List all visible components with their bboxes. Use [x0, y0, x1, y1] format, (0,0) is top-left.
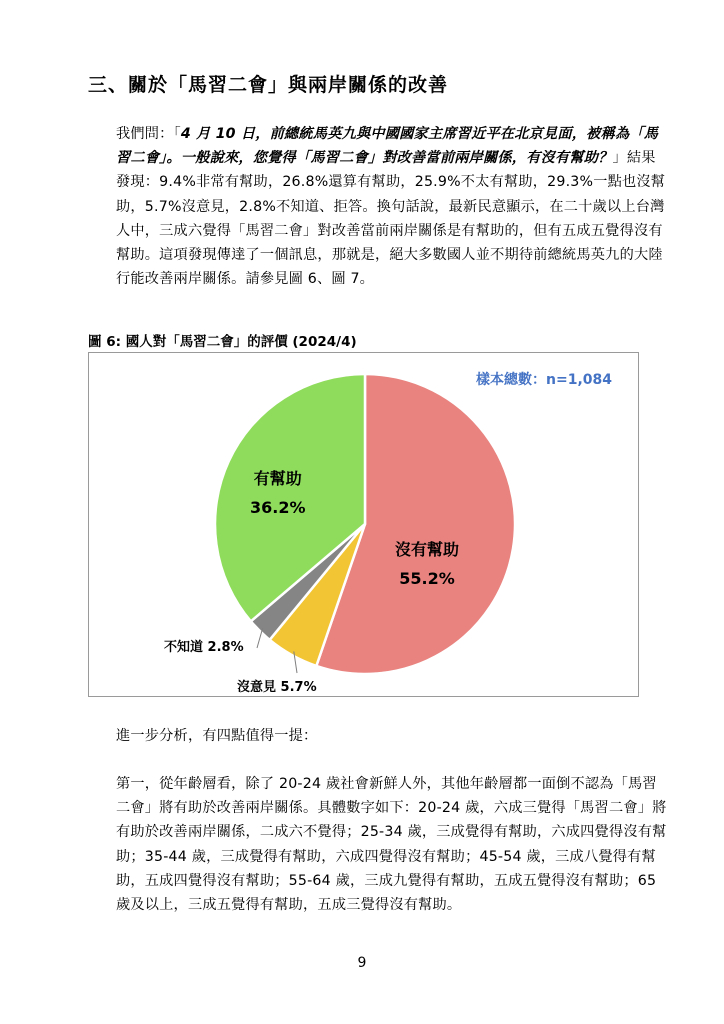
slice-label-helpful [250, 464, 306, 522]
question-intro: 我們問：「 [116, 126, 181, 142]
figure-caption: 圖 6: 國人對「馬習二會」的評價 (2024/4) [88, 334, 357, 350]
section-heading: 三、關於「馬習二會」與兩岸關係的改善 [88, 74, 449, 96]
slice-name-no-opinion: 沒意見 [237, 680, 277, 695]
paragraph-age-analysis: 第一，從年齡層看，除了 20-24 歲社會新鮮人外，其他年齡層都一面倒不認為「馬習二會」將有助於改善兩岸關係。具體數字如下：20-24 歲，六成三覺得「馬習二會」將有助於改善兩岸關係，二成六不覺得；25-34 歲，三成覺得有幫助，六成四覺得沒有幫助；35-44 歲，三成覺得有幫助，六成四覺得沒有幫助；45-54 歲，三成八覺得有幫助，五成四覺得沒有幫助；55-64 歲，三成九覺得有幫助，五成五覺得沒有幫助；65 歲及以上，三成五覺得有幫助，五成三覺得沒有幫助。 [116, 776, 667, 914]
slice-name-not-helpful: 沒有幫助 [395, 540, 460, 559]
slice-value-helpful: 36.2% [250, 498, 306, 517]
paragraph-further-analysis: 進一步分析，有四點值得一提： [116, 728, 318, 744]
survey-results: 」結果發現：9.4%非常有幫助，26.8%還算有幫助，25.9%不太有幫助，29.3%一點也沒幫助，5.7%沒意見，2.8%不知道、拒答。換句話說，最新民意顯示，在二十歲以上台灣人中，三成六覺得「馬習二會」對改善當前兩岸關係是有幫助的，但有五成五覺得沒有幫助。這項發現傳達了一個訊息，那就是，絕大多數國人並不期待前總統馬英九的大陸行能改善兩岸關係。請參見圖 6、圖 7。 [116, 150, 666, 288]
slice-name-dont-know: 不知道 [164, 640, 204, 655]
slice-value-dont-know: 2.8% [207, 640, 244, 655]
slice-label-not-helpful [395, 535, 459, 593]
paragraph-survey-question [88, 122, 669, 291]
slice-value-no-opinion: 5.7% [280, 680, 317, 695]
slice-value-not-helpful: 55.2% [399, 569, 455, 588]
slice-label-no-opinion [237, 676, 317, 695]
slice-name-helpful: 有幫助 [253, 469, 302, 488]
sample-size-note: 樣本總數：n=1,084 [476, 372, 612, 388]
slice-label-dont-know [164, 636, 244, 655]
page-number: 9 [357, 955, 367, 971]
survey-question: 4 月 10 日，前總統馬英九與中國國家主席習近平在北京見面，被稱為「馬習二會」。一般說來，您覺得「馬習二會」對改善當前兩岸關係，有沒有幫助？ [116, 126, 659, 167]
pie-chart [88, 352, 639, 697]
